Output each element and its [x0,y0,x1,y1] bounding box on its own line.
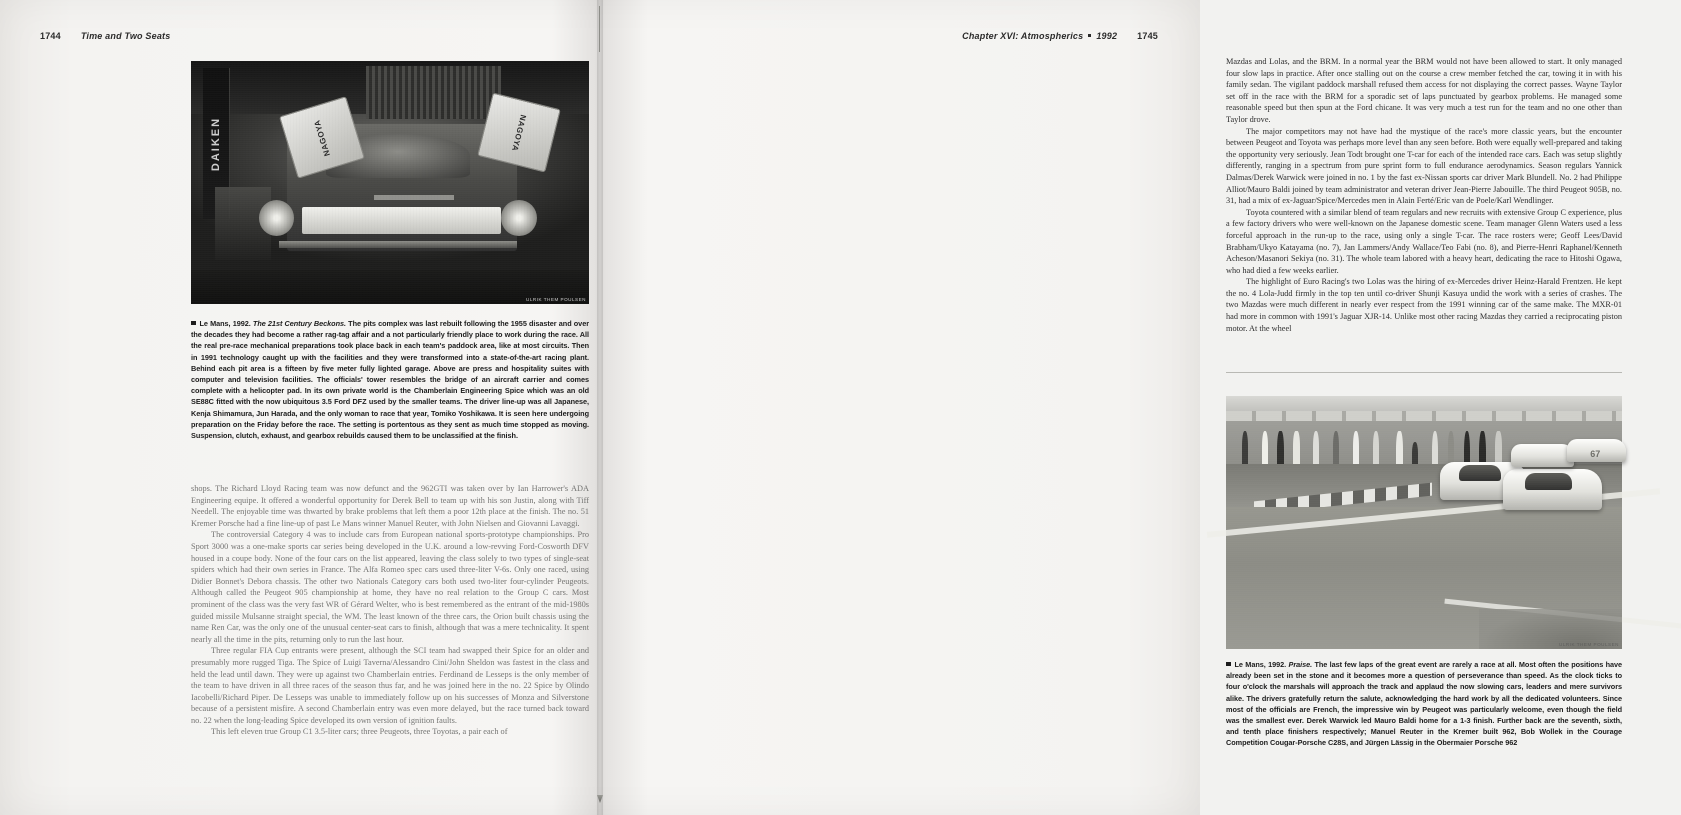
photo-grain-overlay [191,61,589,304]
running-head-square-icon [1088,34,1091,37]
left-folio: 1744 [40,31,61,41]
left-running-head [40,31,170,41]
right-running-title: Chapter XVI: Atmospherics [962,31,1084,41]
left-column-body-text [191,483,589,738]
paragraph: The highlight of Euro Racing's two Lolas was the hiring of ex-Mercedes driver Heinz-Harald Frentzen. He kept the no. 4 Lola-Judd firmly in the top ten until co-driver Shunji Kasuya undid the work with a series of crashes. The two Mazdas were much different in nearly ever respect from the 1991 winning car of the same make. The MXR-01 had more in common with 1991's Jaguar XJR-14. Unlike most other racing Mazdas they carried a reciprocating piston motor. At the wheel [1226,277,1622,333]
photo-grain-overlay [1226,396,1622,649]
left-running-title: Time and Two Seats [80,31,171,41]
caption-bottom-location: Le Mans, 1992. [1234,660,1287,669]
caption-top-body: The pits complex was last rebuilt following the 1955 disaster and over the decades they had become a rather rag-tag affair and a not particularly friendly place to work during the race. All the real pre-race mechanical preparations took place back in each team's paddock area, like at most circuits. Then in 1991 technology caught up with the facilities and they were transformed into a state-of-the-art racing plant. Behind each pit area is a fifteen by five meter fully lighted garage. Above are press and hospitality suites with computer and television facilities. The officials' tower resembles the bridge of an aircraft carrier and comes complete with a helicopter pad. In its own private world is the Chamberlain Engineering Spice which was an old SE88C fitted with the now ubiquitous 3.5 Ford DFZ used by the smaller teams. The driver line-up was all Japanese, Kenja Shimamura, Jun Harada, and the only woman to race that year, Tomiko Yoshikawa. It is seen here undergoing preparation on the Friday before the race. The setting is portentous as they sent as much time stopped as moving. Suspension, clutch, exhaust, and gearbox rebuilds caused them to be unclassified at the finish. [191,319,589,441]
figure-pit-garage-photo [191,61,589,304]
paragraph: Mazdas and Lolas, and the BRM. In a normal year the BRM would not have been allowed to start. It only managed four slow laps in practice. After once stalling out on the course a crew member fetched the car, towing it in with his family sedan. The vigilant paddock marshall refused them access for not displaying the correct passes. Wayne Taylor set off in the race with the BRM for a sporadic set of laps punctuated by gearbox problems. He managed some reasonable speed but then spun at the Ford chicane. It was very much a test run for the team and no one other than Taylor drove. [1226,57,1622,124]
bottom-photo-credit: ULRIK THEM POULSEN [1559,642,1619,647]
paragraph: The controversial Category 4 was to include cars from European national sports-prototype championships. Pro Sport 3000 was a one-make sports car series being developed in the U.K. around a low-revving Ford-Cosworth DFV housed in a coupe body. None of the four cars on the list appeared, leaving the class solely to two types of single-seat spiders which had their own series in France. The Alfa Romeo spec cars used three-liter V-6s. Only one raced, using Didier Bonnet's Debora chassis. The other two Nationals Category cars both used two-liter four-cylinder Peugeots. Although called the Peugeot 905 championship at home, they have no real relation to the Group C cars. Most prominent of the class was the very fast WR of Gérard Welter, who is best remembered as the entrant of the mid-1980s guided missile Mulsanne straight special, the WM. The least known of the three cars, the Orion built chassis using the name Ren Car, was the only one of the unusual center-seat cars to finish, although that was a mere technicality. It spent nearly all the time in the pits, returning only to run the last hour. [191,530,589,644]
caption-bullet-icon [191,321,196,326]
paragraph: The major competitors may not have had the mystique of the race's more classic years, but the encounter between Peugeot and Toyota was perhaps more level than any seen before. Both were equally well-prepared and taking the opportunity very seriously. Jean Todt brought one T-car for each of the intended race cars. Each was setup slightly differently, ranging in a spectrum from pure sprint form to full endurance aerodynamics. Season regulars Yannick Dalmas/Derek Warwick were joined in no. 1 by the fast ex-Nissan sports car driver Mark Blundell. No. 2 had Philippe Alliot/Mauro Baldi joined by team administrator and veteran driver Jean-Pierre Jabouille. The third Peugeot 905B, no. 31, had a mix of ex-Jaguar/Spice/Mercedes men in Alain Ferté/Eric van de Poele/Karl Wendlinger. [1226,126,1622,206]
paragraph: This left eleven true Group C1 3.5-liter cars; three Peugeots, three Toyotas, a pair each of [211,727,508,737]
caption-bottom-body: The last few laps of the great event are rarely a race at all. Most often the positions have already been set in the stone and it becomes more a question of perseverance than speed. As the clock ticks to four o'clock the marshals will approach the track and applaud the now slowing cars, leaders and mere survivors alike. The drivers gratefully return the salute, acknowledging the hard work by all the dedicated volunteers. Since most of the officials are French, the impressive win by Peugeot was particularly welcome, even though the field was the smallest ever. Derek Warwick led Mauro Baldi home for a 1-3 finish. Further back are the seventh, sixth, and tenth place finishers respectively; Manuel Reuter in the Kremer built 962, Bob Wollek in the Courage Competition Cougar-Porsche C28S, and Jürgen Lässig in the Obermaier Porsche 962 [1226,660,1623,748]
right-page [600,0,1623,815]
daiken-banner-text: DAIKEN [209,116,222,171]
paragraph: Three regular FIA Cup entrants were present, although the SCI team had swapped their Spice for an older and presumably more rugged Tiga. The Spice of Luigi Taverna/Alessandro Cini/John Sheldon was fastest in the class and held the lead until dawn. They were up against two Chamberlain entries. Ferdinand de Lesseps is the only member of the team to have driven in all three races of the season thus far, and he was joined here in the no. 22 Spice by Olindo Iacobelli/Richard Piper. De Lesseps was unable to immediately follow up on his successes of Monza and Silverstone because of a persistent misfire. A second Chamberlain entry was even more delayed, but the race turned back toward no. 22 when the long-leading Spice developed its own version of ignition faults. [191,646,589,725]
top-photo-credit: ULRIK THEM POULSEN [526,297,586,302]
right-running-year: 1992 [1096,31,1118,41]
paragraph: shops. The Richard Lloyd Racing team was now defunct and the 962GTI was taken over by Ian Harrower's ADA Engineering equipe. It offered a wonderful opportunity for Derek Bell to team up with his son Justin, along with Tiff Needell. The enjoyable time was thwarted by brake problems that left them a poor 12th place at the finish. The no. 51 Kremer Porsche had a fine line-up of past Le Mans winner Manuel Reuter, with John Nielsen and Giovanni Lavaggi. [191,484,589,528]
caption-top-title: The 21st Century Beckons. [252,319,346,328]
book-gutter [597,0,603,815]
left-page [0,0,600,815]
caption-bottom-title: Praise. [1288,660,1313,669]
paragraph: Toyota countered with a similar blend of team regulars and new recruits with extensive Group C experience, plus a few factory drivers who were well-known on the Japanese domestic scene. Team manager Glenn Waters used a less forceful approach in the run-up to the race, using only a single T-car. The race rosters were; Geoff Lees/David Brabham/Ukyo Katayama (no. 7), Jan Lammers/Andy Wallace/Teo Fabi (no. 8), and Pierre-Henri Raphanel/Kenneth Acheson/Masanori Sekiya (no. 31). The whole team labored with a heavy heart, dedicating the race to Hitoshi Ogawa, who had died a few weeks earlier. [1226,207,1622,275]
figure-caption-top [191,318,589,441]
right-column-body-text [1226,56,1622,334]
rear-panel-left-text: NAGOYA [311,118,332,157]
gutter-tick-top [599,6,600,52]
right-running-head [962,31,1158,41]
column-rule-divider [1226,372,1622,373]
figure-caption-bottom [1226,659,1622,749]
figure-track-photo [1226,396,1622,649]
caption-bullet-icon [1226,662,1231,667]
caption-top-location: Le Mans, 1992. [199,319,251,328]
right-folio: 1745 [1137,31,1158,41]
car-number-far: 67 [1590,448,1601,459]
rear-panel-right-text: NAGOYA [509,113,528,152]
